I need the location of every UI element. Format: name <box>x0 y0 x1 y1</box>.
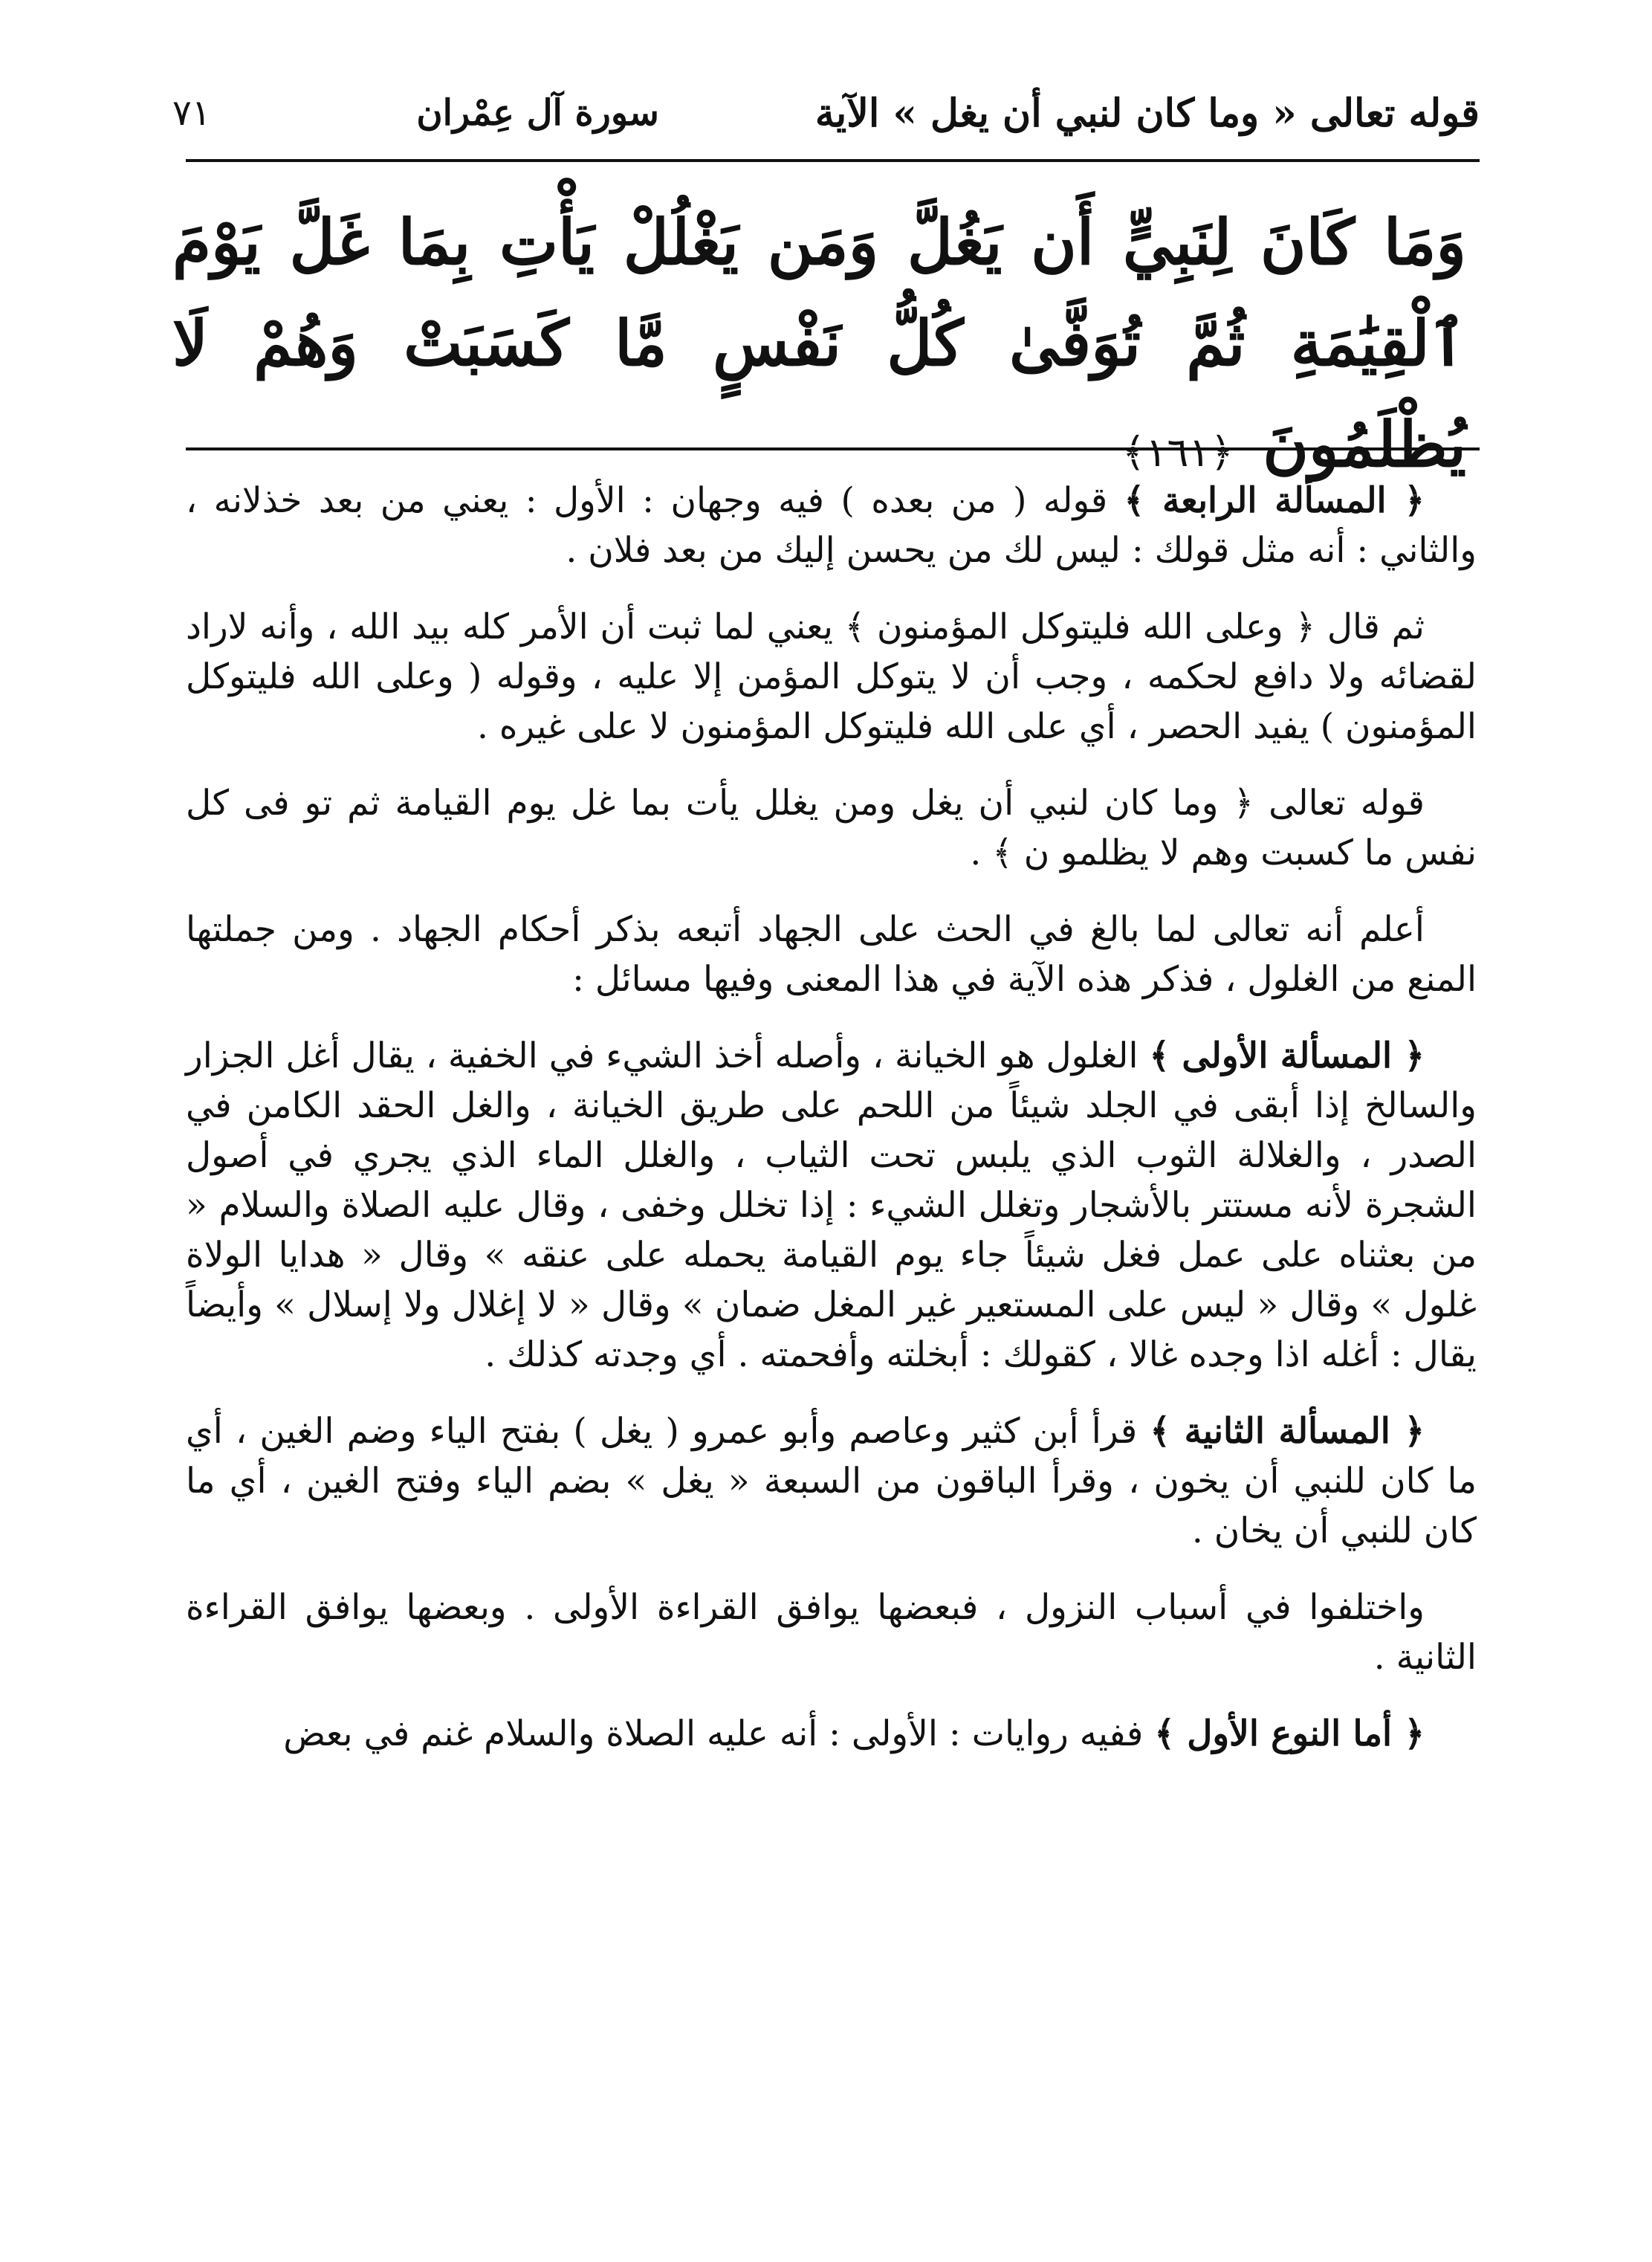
paragraph <box>186 1709 1477 1759</box>
running-header <box>172 83 1480 143</box>
paragraph <box>186 476 1477 575</box>
verse-text: وَمَا كَانَ لِنَبِيٍّ أَن يَغُلَّ وَمَن يَغْلُلْ يَأْتِ بِمَا غَلَّ يَوْمَ ٱلْقِيَٰمَةِ ثُمَّ تُوَفَّىٰ كُلُّ نَفْسٍ مَّا كَسَبَتْ وَهُمْ لَا يُظْلَمُونَ <box>172 205 1466 481</box>
paragraph <box>186 905 1477 1004</box>
paragraph-text: ففيه روايات : الأولى : أنه عليه الصلاة والسلام غنم في بعض <box>283 1713 1155 1754</box>
section-heading: ﴿ المسألة الأولى ﴾ <box>1149 1035 1425 1076</box>
paragraph <box>186 1031 1477 1380</box>
paragraph-text: قوله تعالى ﴿ وما كان لنبي أن يغل ومن يغلل يأت بما غل يوم القيامة ثم تو فى كل نفس ما كسبت وهم لا يظلمو ن ﴾ . <box>186 783 1477 873</box>
paragraph-text: واختلفوا في أسباب النزول ، فبعضها يوافق القراءة الأولى . وبعضها يوافق القراءة الثانية . <box>186 1587 1477 1678</box>
header-divider <box>186 159 1480 162</box>
verse-number: ﴿١٦١﴾ <box>1121 429 1234 476</box>
paragraph <box>186 1583 1477 1682</box>
paragraph <box>186 602 1477 752</box>
page-number: ٧١ <box>172 92 211 134</box>
section-heading: ﴿ أما النوع الأول ﴾ <box>1154 1713 1425 1754</box>
section-heading: ﴿ المسألة الثانية ﴾ <box>1150 1411 1425 1452</box>
paragraph-text: أعلم أنه تعالى لما بالغ في الحث على الجهاد أتبعه بذكر أحكام الجهاد . ومن جملتها المنع من الغلول ، فذكر هذه الآية في هذا المعنى وفيها مسائل : <box>186 909 1477 1000</box>
header-title: قوله تعالى « وما كان لنبي أن يغل » الآية <box>814 90 1480 136</box>
section-heading: ﴿ المسألة الرابعة ﴾ <box>1124 480 1425 521</box>
paragraph-text: ثم قال ﴿ وعلى الله فليتوكل المؤمنون ﴾ يعني لما ثبت أن الأمر كله بيد الله ، وأنه لاراد لقضائه ولا دافع لحكمه ، وجب أن لا يتوكل المؤمن إلا عليه ، وقوله ( وعلى الله فليتوكل المؤمنون ) يفيد الحصر ، أي على الله فليتوكل المؤمنون لا على غيره . <box>186 607 1477 747</box>
paragraph-text: قرأ أبن كثير وعاصم وأبو عمرو ( يغل ) بفتح الياء وضم الغين ، أي ما كان للنبي أن يخون ، وقرأ الباقون من السبعة « يغل » بضم الياء وفتح الغين ، أي ما كان للنبي أن يخان . <box>186 1411 1477 1551</box>
paragraph-text: قوله ( من بعده ) فيه وجهان : الأول : يعني من بعد خذلانه ، والثاني : أنه مثل قولك : ليس لك من يحسن إليك من بعد فلان . <box>186 480 1477 571</box>
commentary-body <box>186 476 1477 1786</box>
paragraph <box>186 778 1477 878</box>
surah-name: سورة آل عِمْران <box>416 92 659 134</box>
verse-divider <box>186 447 1480 450</box>
quran-verse <box>172 192 1466 503</box>
paragraph <box>186 1406 1477 1556</box>
paragraph-text: الغلول هو الخيانة ، وأصله أخذ الشيء في الخفية ، يقال أغل الجزار والسالخ إذا أبقى في الجلد شيئاً من اللحم على طريق الخيانة ، والغل الحقد الكامن في الصدر ، والغلالة الثوب الذي يلبس تحت الثياب ، والغلل الماء الذي يجري في أصول الشجرة لأنه مستتر بالأشجار وتغلل الشيء : إذا تخلل وخفى ، وقال عليه الصلاة والسلام « من بعثناه على عمل فغل شيئاً جاء يوم القيامة يحمله على عنقه » وقال « هدايا الولاة غلول » وقال « ليس على المستعير غير المغل ضمان » وقال « لا إغلال ولا إسلال » وأيضاً يقال : أغله اذا وجده غالا ، كقولك : أبخلته وأفحمته . أي وجدته كذلك . <box>186 1035 1477 1375</box>
